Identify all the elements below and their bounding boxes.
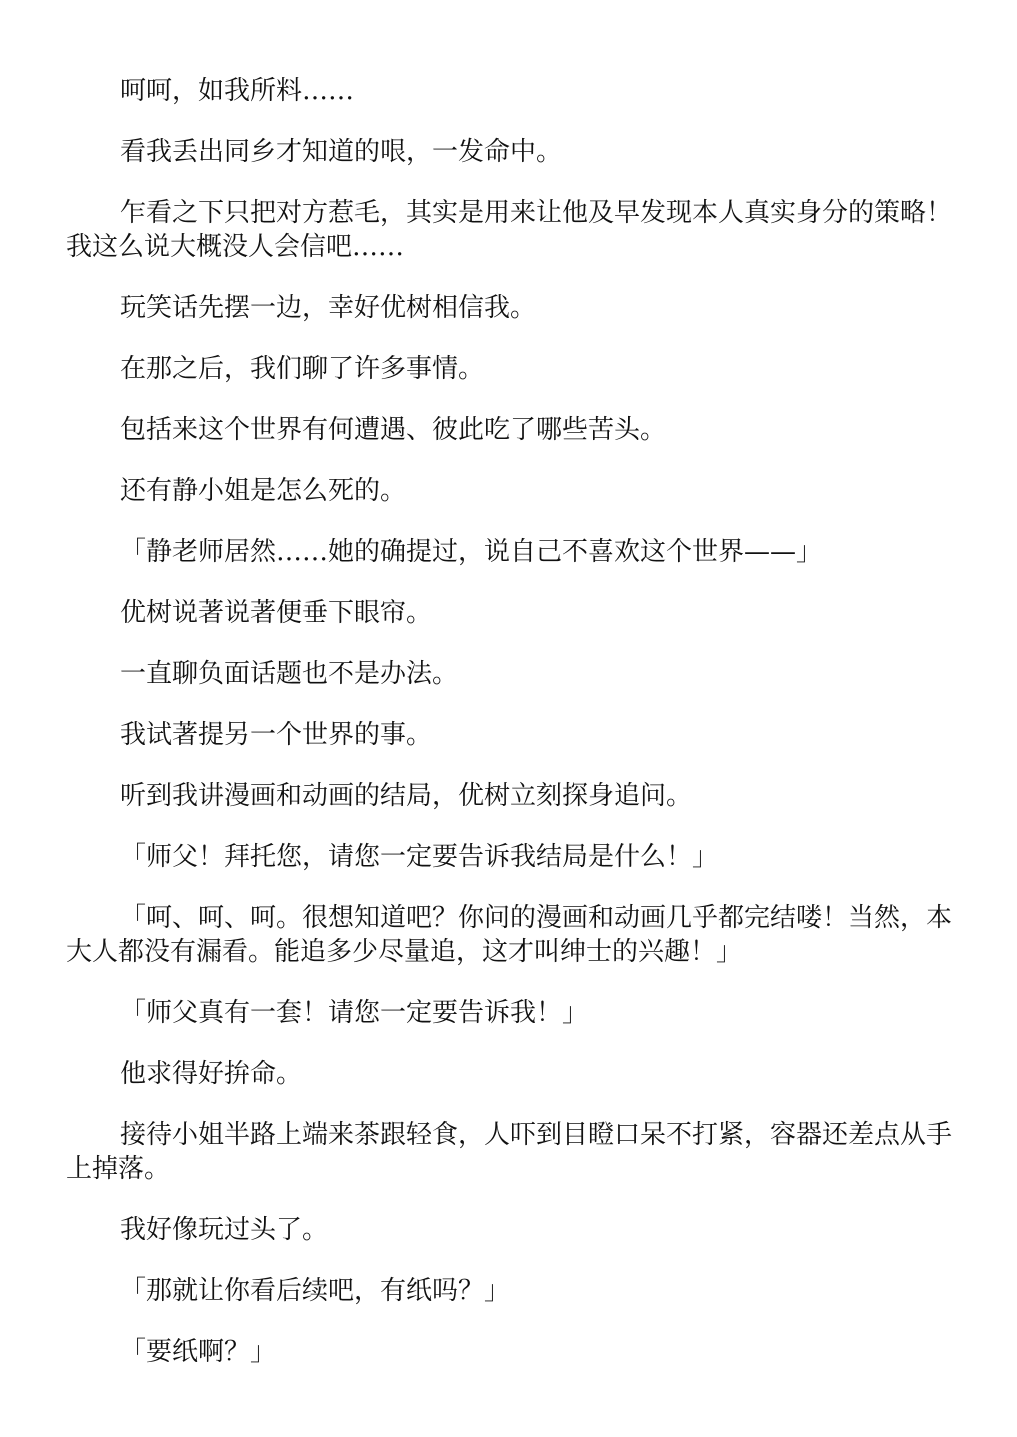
paragraph: 看我丢出同乡才知道的哏，一发命中。 xyxy=(120,137,563,167)
paragraph: 还有静小姐是怎么死的。 xyxy=(120,476,407,506)
paragraph: 我试著提另一个世界的事。 xyxy=(120,720,433,750)
paragraph: 接待小姐半路上端来茶跟轻食，人吓到目瞪口呆不打紧，容器还差点从手上掉落。 xyxy=(66,1120,953,1184)
dialogue-paragraph: 「师父真有一套！请您一定要告诉我！」 xyxy=(120,998,589,1028)
paragraph: 一直聊负面话题也不是办法。 xyxy=(120,659,459,689)
dialogue-paragraph: 「要纸啊？」 xyxy=(120,1337,277,1367)
paragraph: 乍看之下只把对方惹毛，其实是用来让他及早发现本人真实身分的策略！我这么说大概没人会信吧…… xyxy=(66,198,953,262)
dialogue-paragraph: 「师父！拜托您，请您一定要告诉我结局是什么！」 xyxy=(120,842,719,872)
dialogue-paragraph: 「静老师居然……她的确提过，说自己不喜欢这个世界——」 xyxy=(120,537,823,567)
paragraph: 玩笑话先摆一边，幸好优树相信我。 xyxy=(120,293,537,323)
paragraph: 在那之后，我们聊了许多事情。 xyxy=(120,354,485,384)
dialogue-paragraph: 「呵、呵、呵。很想知道吧？你问的漫画和动画几乎都完结喽！当然，本大人都没有漏看。能追多少尽量追，这才叫绅士的兴趣！」 xyxy=(66,903,953,967)
paragraph: 我好像玩过头了。 xyxy=(120,1215,329,1245)
paragraph: 包括来这个世界有何遭遇、彼此吃了哪些苦头。 xyxy=(120,415,667,445)
dialogue-paragraph: 「那就让你看后续吧，有纸吗？」 xyxy=(120,1276,511,1306)
paragraph: 呵呵，如我所料…… xyxy=(120,76,355,106)
body-text xyxy=(66,74,956,1396)
paragraph: 他求得好拚命。 xyxy=(120,1059,303,1089)
paragraph: 听到我讲漫画和动画的结局，优树立刻探身追问。 xyxy=(120,781,693,811)
paragraph: 优树说著说著便垂下眼帘。 xyxy=(120,598,433,628)
